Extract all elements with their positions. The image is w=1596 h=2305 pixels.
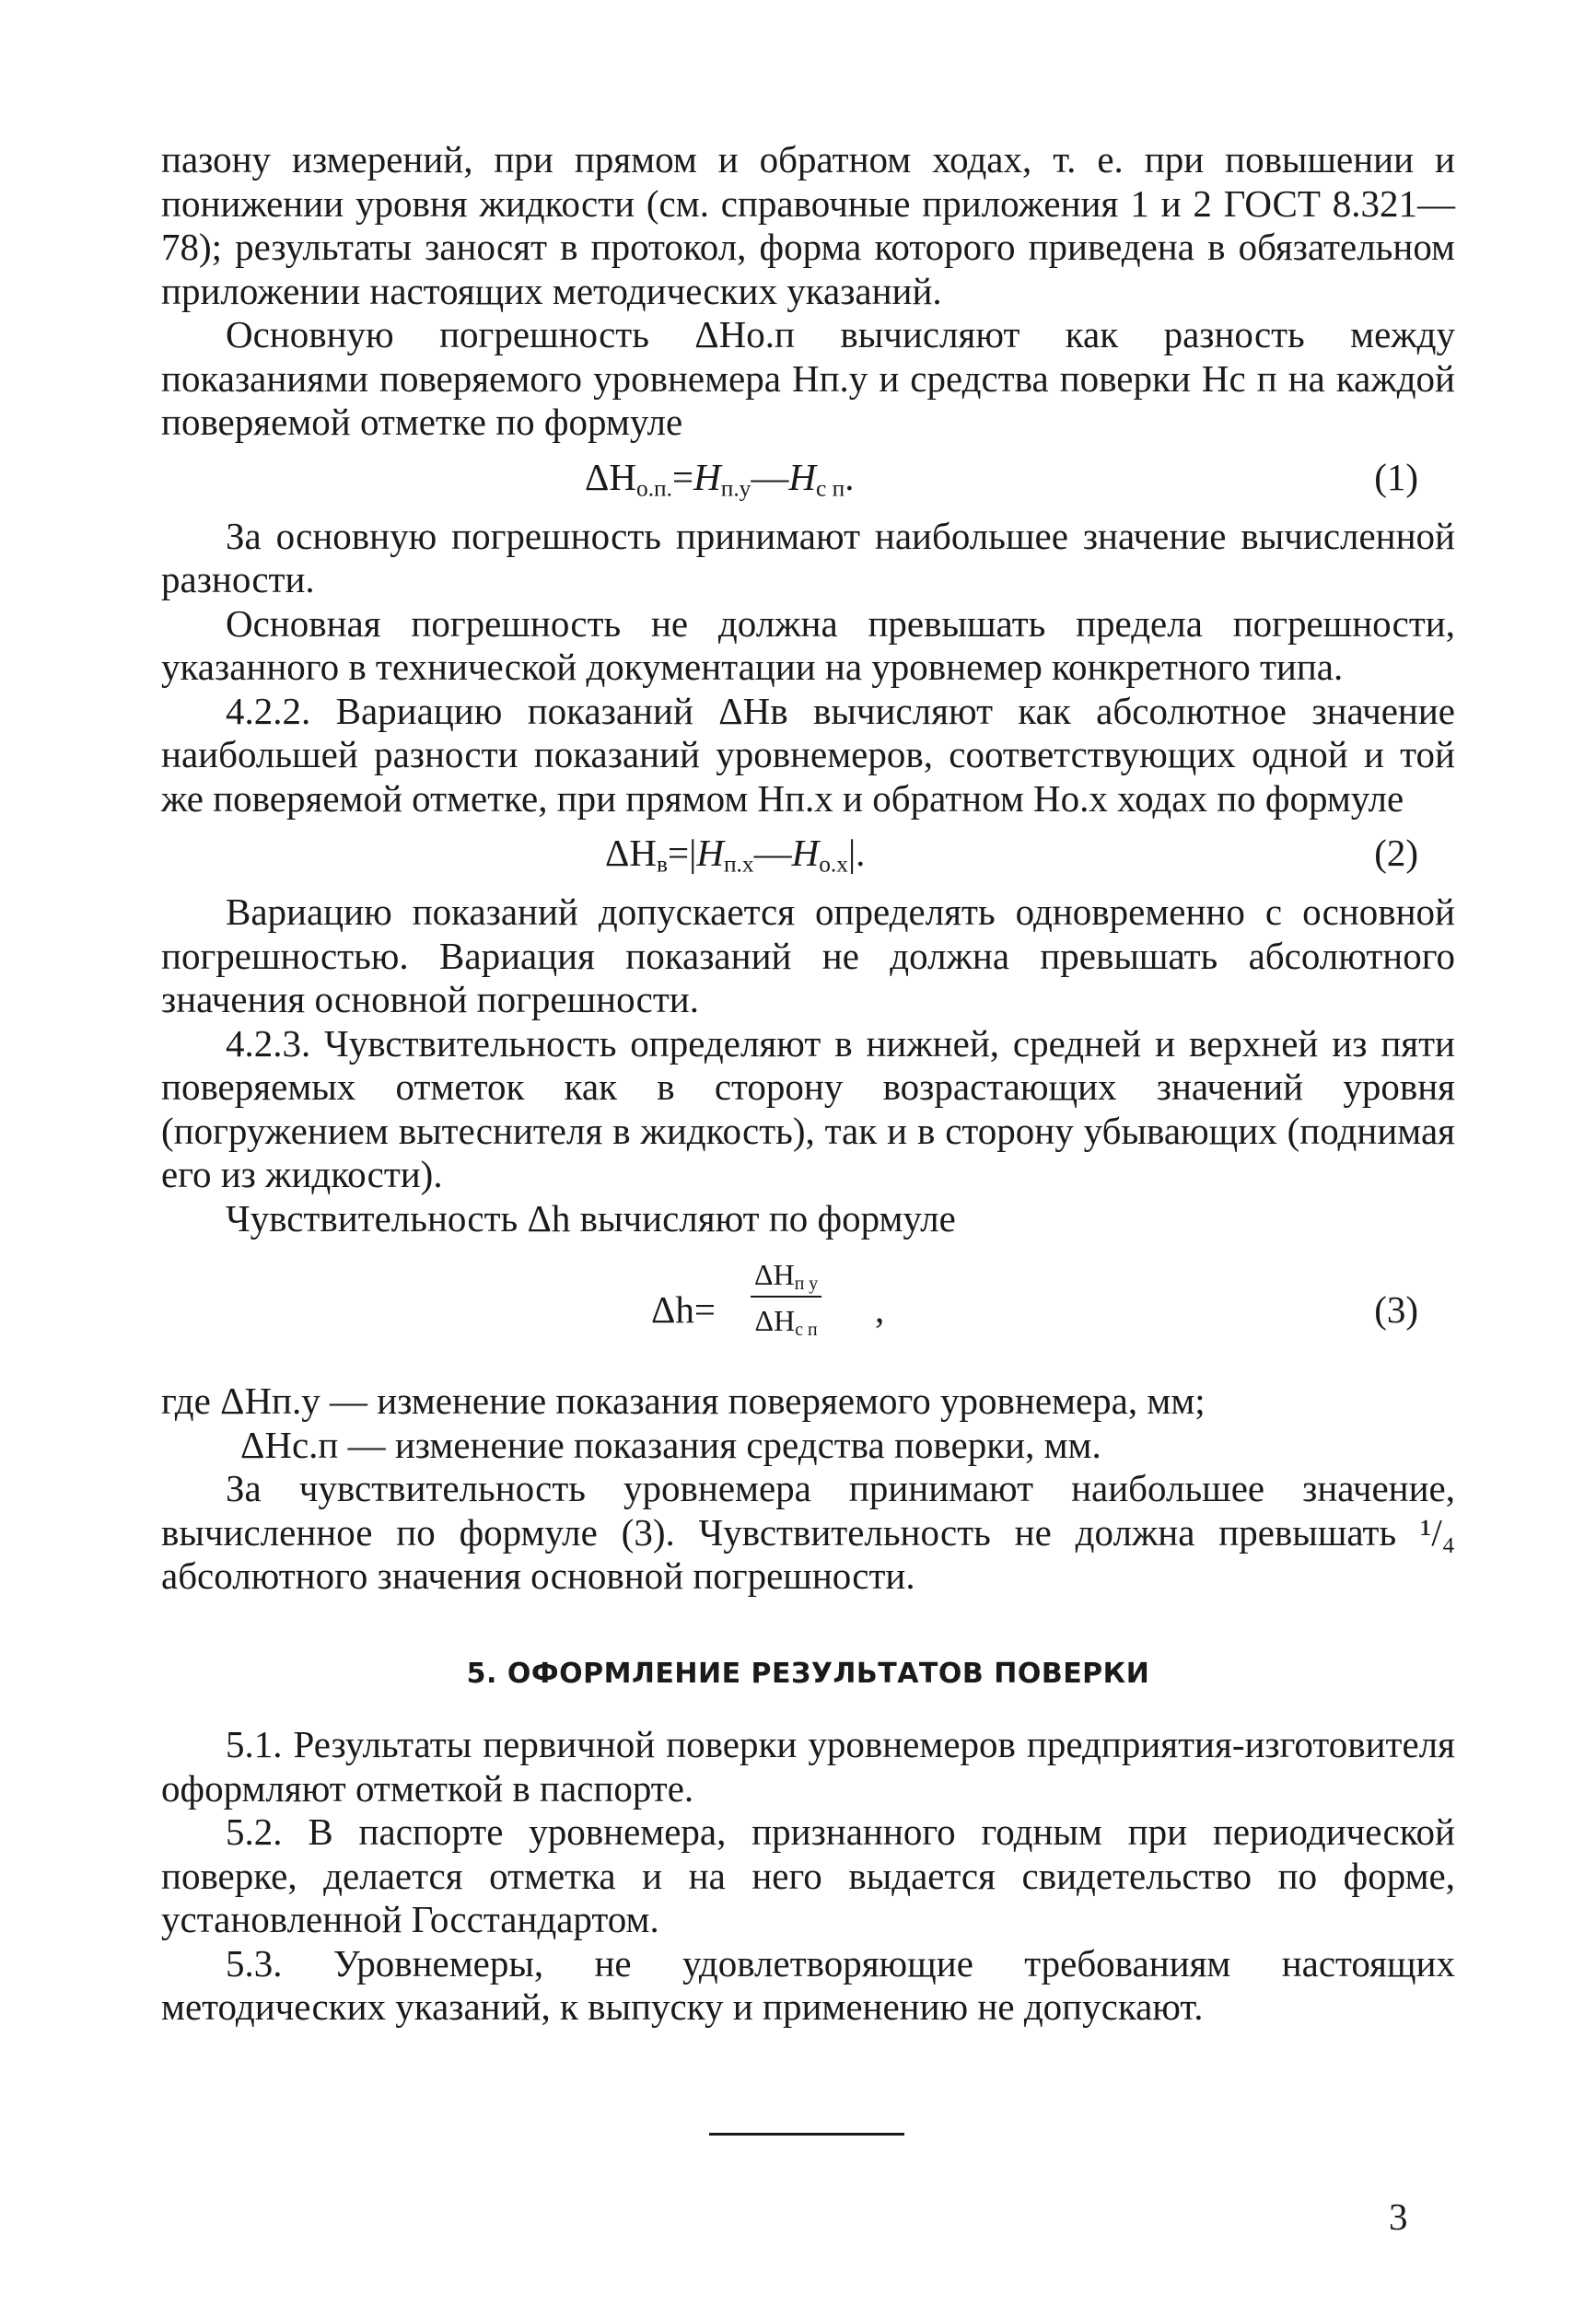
page-number: 3 [1389,2195,1408,2238]
paragraph-error-limit: Основная погрешность не должна превышать предела погрешности, указанного в технической документации на уровнемер конкретного типа. [161,601,1455,688]
formula-1-expression: $\Delta H_{о.п.}=H_{п.у}—H_{с п}$. [585,455,855,501]
paragraph-sensitivity: 4.2.3. Чувствительность определяют в нижней, средней и верхней из пяти поверяемых отметок как в сторону возрастающих значений уровня (погружением вытеснителя в жидкость), так и в сторону убывающих (поднимая его из жидкости). [161,1021,1455,1195]
legend-line-2: ΔHс.п — изменение показания средства поверки, мм. [240,1423,1101,1466]
paragraph-max-difference: За основную погрешность принимают наибольшее значение вычисленной разности. [161,514,1455,600]
formula-2 [161,828,1455,881]
paragraph-basic-error: Основную погрешность ΔHо.п вычисляют как разность между показаниями поверяемого уровнемера Hп.у и средства поверки Hс п на каждой поверяемой отметке по формуле [161,313,1455,443]
end-rule [709,2133,904,2136]
formula-2-expression: $\Delta H_в=|H_{п.х}—H_{о.х}|$. [605,832,866,878]
formula-3-comma: , [875,1288,885,1331]
formula-3-numerator: $\Delta H_{п у}$ [751,1257,821,1298]
paragraph-5-1: 5.1. Результаты первичной поверки уровнемеров предприятия-изготовителя оформляют отметкой в паспорте. [161,1723,1455,1810]
formula-2-number: (2) [1374,832,1418,874]
paragraph-sensitivity-limit: За чувствительность уровнемера принимают наибольшее значение, вычисленное по формуле (3). Чувствительность не должна превышать ¹/₄ абсолютного значения основной погрешности. [161,1467,1455,1597]
section-title: 5. ОФОРМЛЕНИЕ РЕЗУЛЬТАТОВ ПОВЕРКИ [466,1657,1150,1690]
formula-1-number: (1) [1374,455,1418,498]
formula-3-number: (3) [1374,1288,1418,1331]
formula-3-lhs: Δh= [651,1288,716,1331]
paragraph-5-2: 5.2. В паспорте уровнемера, признанного годным при периодической поверке, делается отметка и на него выдается свидетельство по форме, установленной Госстандартом. [161,1810,1455,1940]
paragraph-5-3: 5.3. Уровнемеры, не удовлетворяющие требованиям настоящих методических указаний, к выпуску и применению не допускают. [161,1941,1455,2028]
paragraph-measurement-range: пазону измерений, при прямом и обратном ходах, т. е. при повышении и понижении уровня жидкости (см. справочные приложения 1 и 2 ГОСТ 8.321—78); результаты заносят в протокол, форма которого приведена в обязательном приложении настоящих методических указаний. [161,138,1455,312]
document-page [161,138,1455,2030]
formula-3 [161,1250,1455,1374]
paragraph-variation: 4.2.2. Вариацию показаний ΔHв вычисляют как абсолютное значение наибольшей разности показаний уровнемеров, соответствующих одной и той же поверяемой отметке, при прямом Hп.х и обратном Hо.х ходах по формуле [161,689,1455,820]
paragraph-sensitivity-formula-intro: Чувствительность Δh вычисляют по формуле [226,1196,956,1240]
paragraph-variation-allowed: Вариацию показаний допускается определять одновременно с основной погрешностью. Вариация показаний не должна превышать абсолютного значения основной погрешности. [161,891,1455,1020]
formula-3-fraction [751,1257,821,1338]
legend-line-1: где ΔHп.у — изменение показания поверяемого уровнемера, мм; [161,1380,1206,1422]
formula-3-legend [161,1380,1455,1467]
formula-1 [161,452,1455,506]
formula-3-denominator: $\Delta H_{с п}$ [754,1304,818,1340]
